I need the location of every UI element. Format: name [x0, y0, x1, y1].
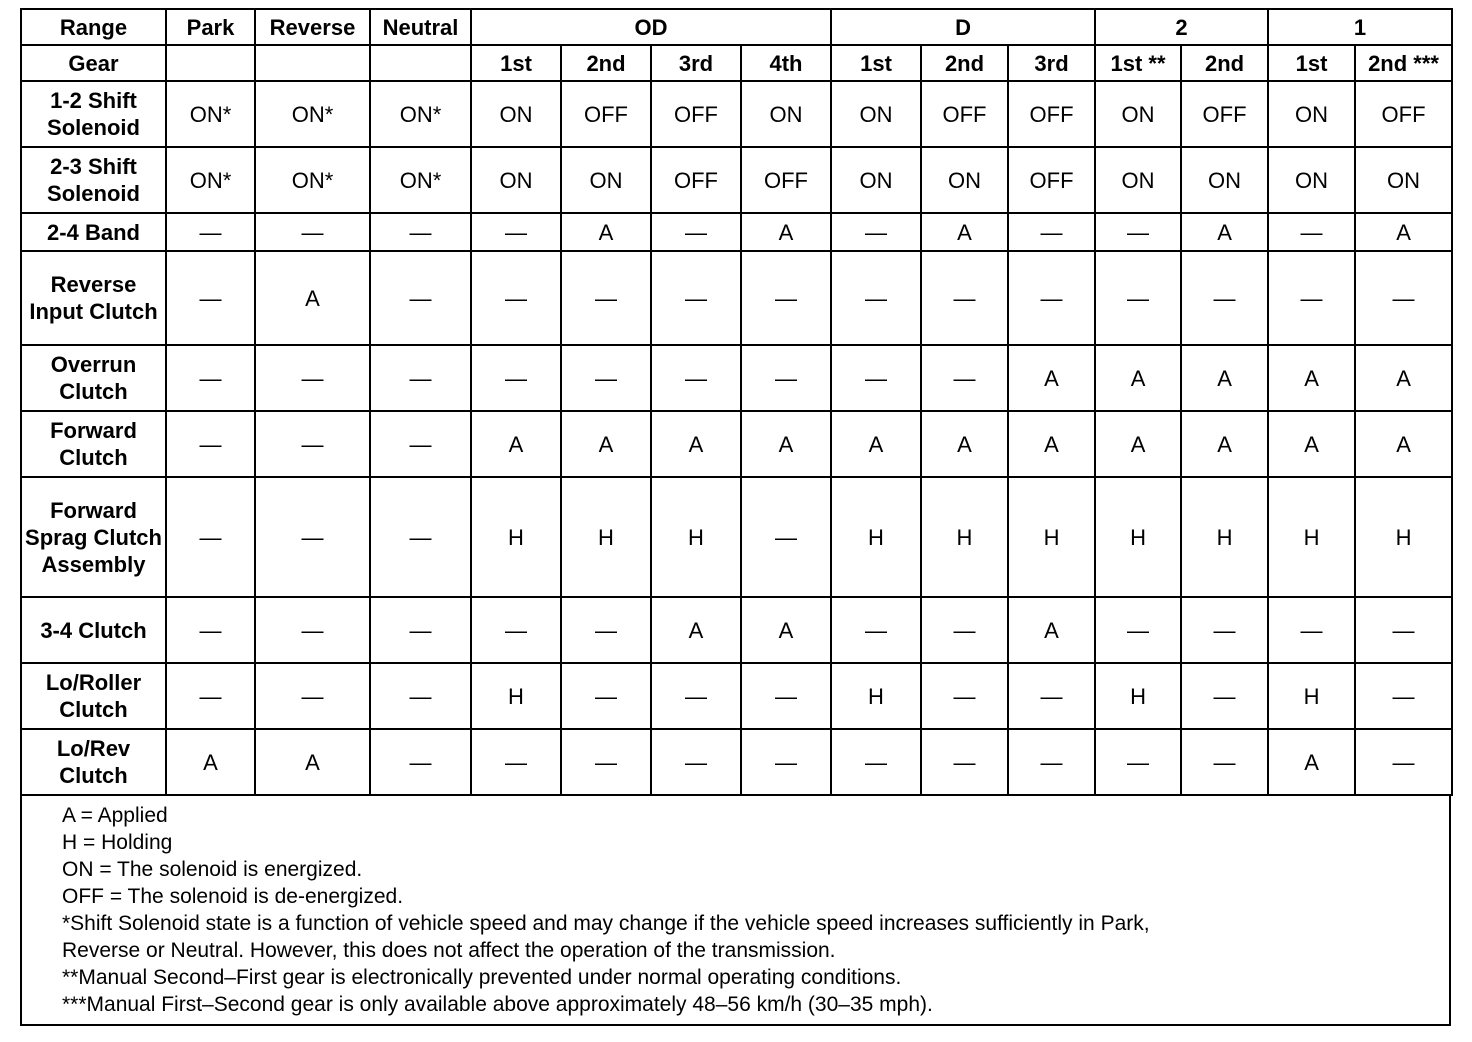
note-line: Reverse or Neutral. However, this does not affect the operation of the transmission. — [62, 939, 836, 962]
state-cell: A — [1181, 345, 1268, 411]
state-cell: A — [921, 213, 1008, 251]
table-row — [21, 729, 1452, 795]
state-cell: H — [651, 477, 741, 597]
state-cell: ON — [831, 81, 921, 147]
state-cell: H — [1181, 477, 1268, 597]
gear-header: 2nd — [1181, 45, 1268, 81]
state-cell: — — [921, 663, 1008, 729]
state-cell: H — [1268, 663, 1355, 729]
state-cell: — — [561, 251, 651, 345]
state-cell: — — [255, 663, 370, 729]
state-cell: ON* — [370, 147, 471, 213]
state-cell: H — [921, 477, 1008, 597]
gear-header: 1st — [1268, 45, 1355, 81]
state-cell: — — [370, 251, 471, 345]
state-cell: OFF — [1181, 81, 1268, 147]
state-cell: — — [561, 729, 651, 795]
state-cell: ON — [561, 147, 651, 213]
state-cell: — — [1181, 251, 1268, 345]
state-cell: — — [1355, 251, 1452, 345]
state-cell: — — [1008, 663, 1095, 729]
state-cell: A — [741, 597, 831, 663]
state-cell: — — [921, 251, 1008, 345]
state-cell: A — [1008, 345, 1095, 411]
gear-header: 3rd — [651, 45, 741, 81]
gear-header — [255, 45, 370, 81]
state-cell: — — [471, 213, 561, 251]
state-cell: ON* — [166, 81, 255, 147]
state-cell: — — [1095, 597, 1181, 663]
state-cell: — — [166, 663, 255, 729]
state-cell: — — [1268, 597, 1355, 663]
component-label: 2-3 Shift Solenoid — [21, 147, 166, 213]
gear-header — [370, 45, 471, 81]
state-cell: — — [651, 213, 741, 251]
state-cell: ON — [471, 147, 561, 213]
state-cell: — — [741, 345, 831, 411]
table-row — [21, 213, 1452, 251]
table-row — [21, 345, 1452, 411]
state-cell: OFF — [1008, 81, 1095, 147]
state-cell: — — [831, 729, 921, 795]
state-cell: — — [561, 663, 651, 729]
state-cell: A — [1008, 597, 1095, 663]
state-cell: — — [741, 729, 831, 795]
state-cell: — — [1181, 663, 1268, 729]
state-cell: ON — [1095, 81, 1181, 147]
state-cell: — — [1355, 597, 1452, 663]
state-cell: A — [1181, 213, 1268, 251]
state-cell: H — [1008, 477, 1095, 597]
state-cell: A — [255, 251, 370, 345]
state-cell: A — [1268, 411, 1355, 477]
state-cell: ON — [921, 147, 1008, 213]
range-header: Reverse — [255, 9, 370, 45]
state-cell: — — [1008, 213, 1095, 251]
state-cell: — — [255, 411, 370, 477]
state-cell: A — [561, 213, 651, 251]
state-cell: — — [921, 597, 1008, 663]
note-line: ***Manual First–Second gear is only available above approximately 48–56 km/h (30–35 mph). — [62, 993, 933, 1016]
range-header: Neutral — [370, 9, 471, 45]
state-cell: A — [1008, 411, 1095, 477]
gear-label: Gear — [21, 45, 166, 81]
state-cell: H — [471, 663, 561, 729]
component-label: Forward Clutch — [21, 411, 166, 477]
state-cell: — — [1181, 597, 1268, 663]
gear-header: 1st ** — [1095, 45, 1181, 81]
state-cell: H — [471, 477, 561, 597]
state-cell: — — [255, 477, 370, 597]
state-cell: A — [1355, 345, 1452, 411]
state-cell: — — [1008, 729, 1095, 795]
state-cell: — — [255, 345, 370, 411]
state-cell: — — [166, 251, 255, 345]
component-label: 1-2 Shift Solenoid — [21, 81, 166, 147]
range-label: Range — [21, 9, 166, 45]
state-cell: H — [1355, 477, 1452, 597]
gear-header: 2nd — [561, 45, 651, 81]
gear-header: 1st — [471, 45, 561, 81]
legend-notes — [20, 796, 1451, 1026]
note-line: *Shift Solenoid state is a function of vehicle speed and may change if the vehicle speed increases sufficiently in Park, — [62, 912, 1150, 935]
range-header: 1 — [1268, 9, 1452, 45]
state-cell: OFF — [921, 81, 1008, 147]
component-label: Overrun Clutch — [21, 345, 166, 411]
state-cell: — — [1268, 213, 1355, 251]
state-cell: ON — [1268, 147, 1355, 213]
range-header: Park — [166, 9, 255, 45]
state-cell: — — [1095, 213, 1181, 251]
state-cell: — — [471, 729, 561, 795]
note-line: **Manual Second–First gear is electronically prevented under normal operating conditions. — [62, 966, 902, 989]
state-cell: ON* — [255, 81, 370, 147]
table-row — [21, 663, 1452, 729]
state-cell: — — [255, 213, 370, 251]
state-cell: — — [1355, 663, 1452, 729]
state-cell: — — [166, 345, 255, 411]
gear-header — [166, 45, 255, 81]
state-cell: — — [1181, 729, 1268, 795]
range-header: OD — [471, 9, 831, 45]
gear-header: 2nd *** — [1355, 45, 1452, 81]
state-cell: A — [831, 411, 921, 477]
state-cell: — — [921, 729, 1008, 795]
component-label: 3-4 Clutch — [21, 597, 166, 663]
state-cell: — — [255, 597, 370, 663]
state-cell: — — [921, 345, 1008, 411]
state-cell: — — [370, 729, 471, 795]
table-row — [21, 251, 1452, 345]
table-row — [21, 477, 1452, 597]
state-cell: OFF — [651, 81, 741, 147]
state-cell: — — [651, 663, 741, 729]
state-cell: ON* — [255, 147, 370, 213]
state-cell: — — [561, 597, 651, 663]
state-cell: A — [741, 213, 831, 251]
state-cell: — — [1095, 729, 1181, 795]
state-cell: H — [1095, 477, 1181, 597]
state-cell: — — [370, 663, 471, 729]
state-cell: ON* — [166, 147, 255, 213]
table-row — [21, 147, 1452, 213]
gear-header: 2nd — [921, 45, 1008, 81]
state-cell: — — [370, 213, 471, 251]
state-cell: A — [561, 411, 651, 477]
state-cell: — — [831, 597, 921, 663]
gear-header: 3rd — [1008, 45, 1095, 81]
state-cell: — — [831, 251, 921, 345]
state-cell: A — [651, 411, 741, 477]
gear-header-row — [21, 45, 1452, 81]
component-application-table — [20, 8, 1453, 796]
note-line: OFF = The solenoid is de-energized. — [62, 885, 404, 908]
state-cell: ON* — [370, 81, 471, 147]
state-cell: A — [1095, 345, 1181, 411]
state-cell: ON — [741, 81, 831, 147]
state-cell: — — [651, 729, 741, 795]
state-cell: — — [741, 663, 831, 729]
state-cell: — — [370, 345, 471, 411]
state-cell: H — [831, 663, 921, 729]
state-cell: — — [471, 597, 561, 663]
state-cell: H — [1095, 663, 1181, 729]
state-cell: OFF — [1355, 81, 1452, 147]
component-label: Lo/Rev Clutch — [21, 729, 166, 795]
state-cell: — — [741, 477, 831, 597]
note-line: H = Holding — [62, 831, 173, 854]
gear-header: 1st — [831, 45, 921, 81]
range-header: D — [831, 9, 1095, 45]
component-label: 2-4 Band — [21, 213, 166, 251]
state-cell: A — [1355, 411, 1452, 477]
component-label: Forward Sprag Clutch Assembly — [21, 477, 166, 597]
state-cell: — — [370, 477, 471, 597]
note-line: ON = The solenoid is energized. — [62, 858, 363, 881]
state-cell: — — [166, 597, 255, 663]
state-cell: — — [166, 477, 255, 597]
state-cell: A — [741, 411, 831, 477]
state-cell: A — [1181, 411, 1268, 477]
state-cell: — — [831, 213, 921, 251]
state-cell: — — [471, 345, 561, 411]
state-cell: ON — [1268, 81, 1355, 147]
state-cell: A — [166, 729, 255, 795]
state-cell: A — [921, 411, 1008, 477]
state-cell: — — [1008, 251, 1095, 345]
state-cell: — — [651, 345, 741, 411]
state-cell: — — [1268, 251, 1355, 345]
state-cell: OFF — [651, 147, 741, 213]
table-row — [21, 411, 1452, 477]
table-row — [21, 597, 1452, 663]
component-label: Lo/Roller Clutch — [21, 663, 166, 729]
state-cell: — — [1355, 729, 1452, 795]
state-cell: A — [1268, 345, 1355, 411]
state-cell: — — [831, 345, 921, 411]
component-label: Reverse Input Clutch — [21, 251, 166, 345]
state-cell: — — [370, 411, 471, 477]
gear-header: 4th — [741, 45, 831, 81]
state-cell: — — [370, 597, 471, 663]
state-cell: — — [166, 411, 255, 477]
state-cell: — — [166, 213, 255, 251]
state-cell: OFF — [1008, 147, 1095, 213]
state-cell: ON — [1095, 147, 1181, 213]
state-cell: A — [1355, 213, 1452, 251]
transmission-component-chart — [20, 8, 1451, 1026]
table-row — [21, 81, 1452, 147]
state-cell: — — [651, 251, 741, 345]
state-cell: ON — [1181, 147, 1268, 213]
state-cell: ON — [1355, 147, 1452, 213]
state-cell: A — [651, 597, 741, 663]
state-cell: H — [1268, 477, 1355, 597]
table-body — [21, 9, 1452, 795]
state-cell: — — [1095, 251, 1181, 345]
state-cell: — — [471, 251, 561, 345]
state-cell: ON — [471, 81, 561, 147]
state-cell: H — [831, 477, 921, 597]
state-cell: A — [1095, 411, 1181, 477]
state-cell: ON — [831, 147, 921, 213]
state-cell: OFF — [561, 81, 651, 147]
range-header: 2 — [1095, 9, 1268, 45]
state-cell: — — [561, 345, 651, 411]
state-cell: — — [741, 251, 831, 345]
state-cell: A — [471, 411, 561, 477]
note-line: A = Applied — [62, 804, 168, 827]
state-cell: H — [561, 477, 651, 597]
state-cell: A — [1268, 729, 1355, 795]
state-cell: OFF — [741, 147, 831, 213]
state-cell: A — [255, 729, 370, 795]
range-header-row — [21, 9, 1452, 45]
